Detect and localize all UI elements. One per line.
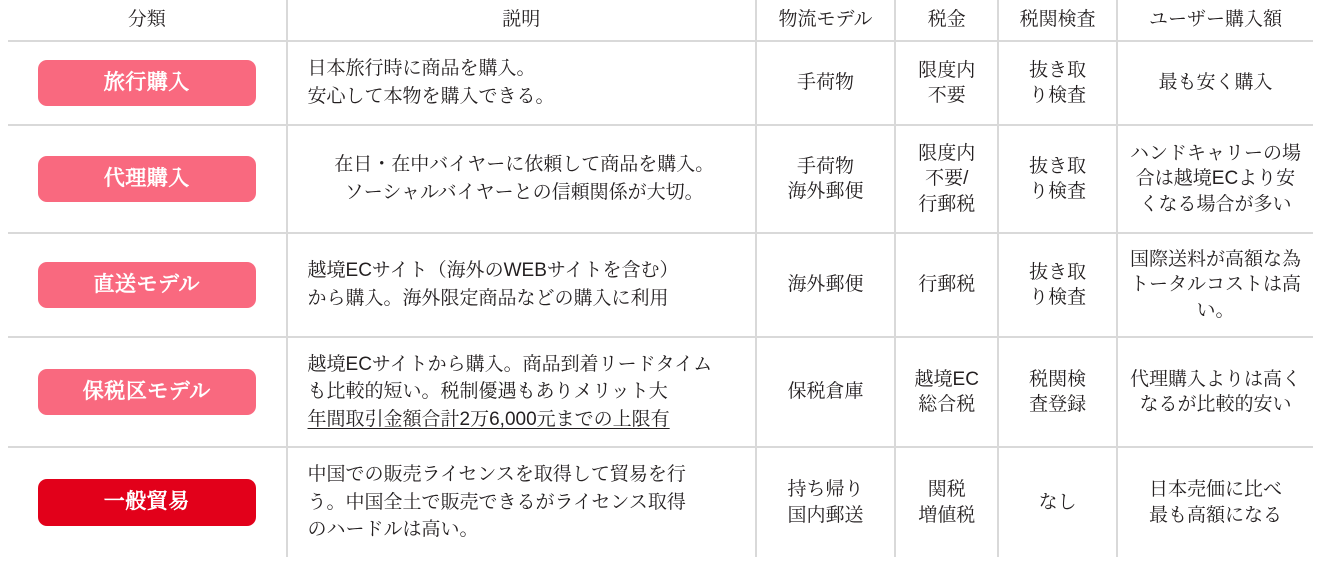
logistics-cell xyxy=(756,447,895,557)
customs-line: り検査 xyxy=(1029,287,1087,308)
category-cell xyxy=(8,337,287,447)
table-row xyxy=(8,233,1313,337)
customs-line: 査登録 xyxy=(1029,394,1087,415)
user-price-cell xyxy=(1117,125,1313,233)
customs-cell xyxy=(998,125,1117,233)
tax-line: 不要/ xyxy=(925,168,969,190)
category-cell xyxy=(8,233,287,337)
user-price-cell xyxy=(1117,233,1313,337)
customs-line: り検査 xyxy=(1029,181,1087,202)
customs-line: 税関検 xyxy=(1029,368,1087,390)
tax-line: 増値税 xyxy=(918,504,976,526)
description-line: 中国での販売ライセンスを取得して貿易を行 xyxy=(307,464,686,486)
logistics-line: 海外郵便 xyxy=(787,274,864,296)
description-line: 在日・在中バイヤーに依頼して商品を購入。 xyxy=(334,154,715,176)
customs-cell xyxy=(998,337,1117,447)
user-price-line: なるが比較的安い xyxy=(1139,394,1292,415)
customs-line: り検査 xyxy=(1029,85,1087,106)
table-body xyxy=(8,41,1313,557)
description-line: 安心して本物を購入できる。 xyxy=(307,86,555,107)
logistics-line: 手荷物 xyxy=(797,155,855,177)
column-header-tax: 税金 xyxy=(895,0,998,41)
customs-line: 抜き取 xyxy=(1029,155,1087,177)
category-cell xyxy=(8,41,287,125)
user-price-line: 国際送料が高額な為 xyxy=(1129,249,1301,271)
table-row xyxy=(8,125,1313,233)
customs-cell xyxy=(998,447,1117,557)
category-badge: 直送モデル xyxy=(38,262,256,309)
description-line: う。中国全土で販売できるがライセンス取得 xyxy=(307,491,686,513)
tax-line: 総合税 xyxy=(918,394,976,415)
user-price-line: 日本売価に比べ xyxy=(1148,479,1282,501)
category-cell xyxy=(8,447,287,557)
column-header-logistics: 物流モデル xyxy=(756,0,895,41)
tax-line: 限度内 xyxy=(918,143,976,165)
tax-line: 行郵税 xyxy=(918,193,976,215)
category-cell xyxy=(8,125,287,233)
tax-cell xyxy=(895,41,998,125)
column-header-customs: 税関検査 xyxy=(998,0,1117,41)
logistics-line: 国内郵送 xyxy=(787,504,864,526)
customs-line: なし xyxy=(1038,491,1077,513)
category-badge: 代理購入 xyxy=(38,156,256,203)
tax-cell xyxy=(895,233,998,337)
customs-cell xyxy=(998,41,1117,125)
user-price-line: 最も高額になる xyxy=(1148,504,1282,526)
user-price-line: 合は越境ECより安 xyxy=(1135,168,1296,190)
customs-line: 抜き取 xyxy=(1029,261,1087,283)
table-header xyxy=(8,0,1313,41)
user-price-line: くなる場合が多い xyxy=(1139,193,1292,215)
column-header-category: 分類 xyxy=(127,9,166,30)
table-row xyxy=(8,337,1313,447)
description-line: 越境ECサイトから購入。商品到着リードタイム xyxy=(307,353,713,375)
tax-cell xyxy=(895,337,998,447)
table-row xyxy=(8,447,1313,557)
logistics-cell xyxy=(756,337,895,447)
table-row xyxy=(8,41,1313,125)
logistics-cell xyxy=(756,41,895,125)
description-line: 年間取引金額合計2万6,000元までの上限有 xyxy=(307,408,670,430)
category-badge: 旅行購入 xyxy=(38,60,256,107)
customs-line: 抜き取 xyxy=(1029,59,1087,81)
description-line: のハードルは高い。 xyxy=(307,519,479,541)
user-price-cell xyxy=(1117,447,1313,557)
description-cell xyxy=(287,41,756,125)
description-cell xyxy=(287,447,756,557)
logistics-cell xyxy=(756,233,895,337)
description-line: から購入。海外限定商品などの購入に利用 xyxy=(307,288,669,309)
description-cell xyxy=(287,125,756,233)
tax-line: 関税 xyxy=(927,479,966,501)
user-price-line: トータルコストは高 xyxy=(1129,274,1301,296)
description-line: 越境ECサイト（海外のWEBサイトを含む） xyxy=(307,260,679,282)
description-cell xyxy=(287,233,756,337)
customs-cell xyxy=(998,233,1117,337)
user-price-line: い。 xyxy=(1196,299,1235,321)
logistics-line: 手荷物 xyxy=(797,72,855,94)
logistics-line: 持ち帰り xyxy=(787,479,864,501)
column-header-description: 説明 xyxy=(287,0,756,41)
user-price-line: 代理購入よりは高く xyxy=(1129,368,1301,390)
tax-line: 限度内 xyxy=(918,59,976,81)
user-price-line: 最も安く購入 xyxy=(1158,72,1273,94)
tax-line: 行郵税 xyxy=(918,274,976,296)
user-price-cell xyxy=(1117,41,1313,125)
tax-cell xyxy=(895,447,998,557)
column-header-user-price: ユーザー購入額 xyxy=(1117,0,1313,41)
tax-cell xyxy=(895,125,998,233)
description-cell xyxy=(287,337,756,447)
tax-line: 不要 xyxy=(927,85,966,106)
table-header-row xyxy=(8,0,1313,41)
comparison-table xyxy=(8,0,1313,557)
description-line: 日本旅行時に商品を購入。 xyxy=(307,58,536,80)
user-price-cell xyxy=(1117,337,1313,447)
logistics-cell xyxy=(756,125,895,233)
category-badge: 保税区モデル xyxy=(38,369,256,416)
tax-line: 越境EC xyxy=(914,368,979,390)
logistics-line: 保税倉庫 xyxy=(787,381,864,403)
category-badge: 一般貿易 xyxy=(38,479,256,526)
description-line: も比較的短い。税制優遇もありメリット大 xyxy=(307,381,668,403)
logistics-line: 海外郵便 xyxy=(787,181,864,202)
user-price-line: ハンドキャリーの場 xyxy=(1129,143,1301,165)
description-line: ソーシャルバイヤーとの信頼関係が大切。 xyxy=(344,182,704,203)
